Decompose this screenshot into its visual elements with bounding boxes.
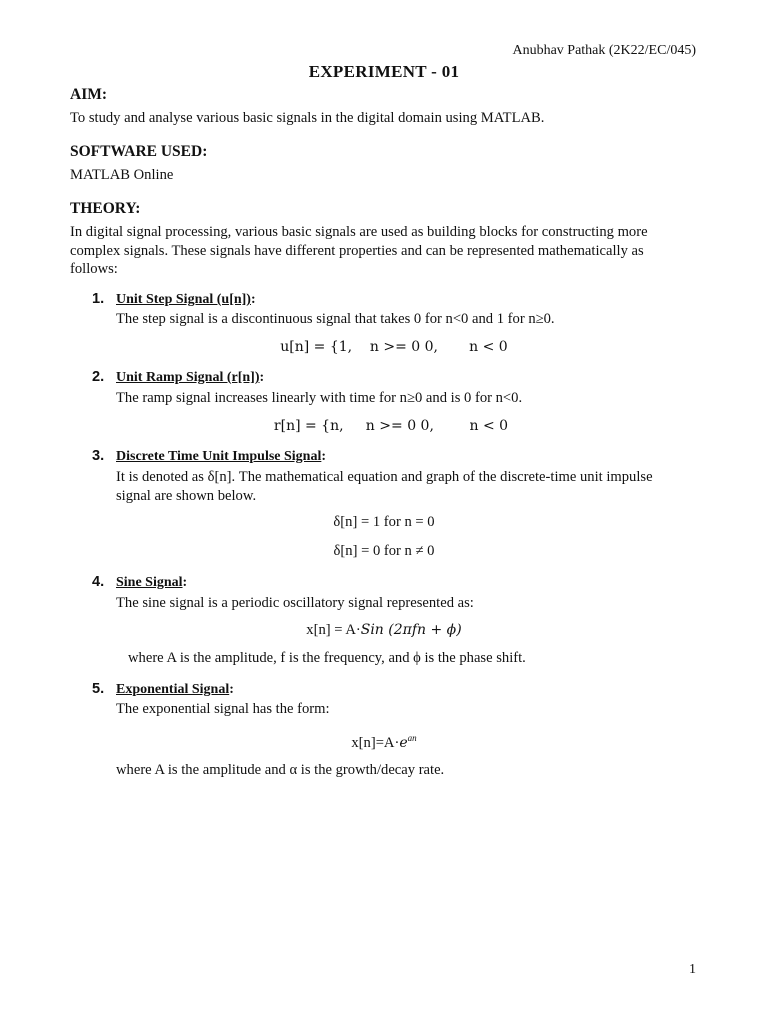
equation-prefix: x[n] = A· — [306, 622, 361, 638]
item-number: 2. — [92, 369, 105, 385]
item-note: where A is the amplitude and α is the growth/decay rate. — [116, 762, 445, 778]
item-description: The step signal is a discontinuous signal that takes 0 for n<0 and 1 for n≥0. — [116, 311, 555, 327]
equation-math: Sin (2πfn + ϕ) — [360, 622, 462, 638]
item-number: 1. — [92, 291, 105, 307]
item-title — [116, 575, 187, 591]
author-line: Anubhav Pathak (2K22/EC/045) — [512, 43, 696, 58]
item-title-text: Discrete Time Unit Impulse Signal — [116, 449, 322, 464]
item-note: where A is the amplitude, f is the frequency, and ϕ is the phase shift. — [128, 650, 526, 666]
item-title-suffix: : — [250, 292, 256, 307]
equation-text: r[n] = {n, n >= 0 0, n < 0 — [273, 418, 509, 434]
equation — [0, 339, 768, 356]
equation — [0, 622, 768, 639]
equation — [0, 733, 768, 752]
equation-text: u[n] = {1, n >= 0 0, n < 0 — [280, 339, 508, 355]
software-text: MATLAB Online — [70, 167, 174, 183]
aim-heading: AIM: — [70, 86, 108, 103]
item-title-suffix: : — [182, 575, 188, 590]
theory-intro-line: follows: — [70, 261, 118, 277]
item-description: The ramp signal increases linearly with time for n≥0 and is 0 for n<0. — [116, 390, 523, 406]
software-heading: SOFTWARE USED: — [70, 143, 208, 160]
item-title — [116, 449, 326, 465]
item-description — [116, 468, 716, 505]
equation — [0, 418, 768, 435]
theory-intro-line: complex signals. These signals have different properties and can be represented mathematically as — [70, 242, 644, 259]
item-number: 4. — [92, 574, 105, 590]
item-number: 3. — [92, 448, 105, 464]
theory-intro — [70, 223, 710, 279]
item-description-line: It is denoted as δ[n]. The mathematical equation and graph of the discrete-time unit impulse — [116, 469, 653, 485]
equation: δ[n] = 1 for n = 0 — [333, 514, 435, 530]
item-description-line: signal are shown below. — [116, 487, 257, 504]
item-title-text: Exponential Signal — [116, 682, 230, 697]
equation-base: e — [399, 734, 408, 751]
equation-prefix: x[n]=A· — [351, 734, 400, 751]
item-title — [116, 370, 264, 386]
item-title — [116, 682, 234, 698]
item-title-suffix: : — [259, 370, 265, 385]
item-description: The sine signal is a periodic oscillatory signal represented as: — [116, 595, 474, 611]
item-title-suffix: : — [321, 449, 327, 464]
item-title-suffix: : — [229, 682, 234, 697]
item-title-text: Unit Step Signal (u[n]) — [116, 292, 251, 307]
aim-text: To study and analyse various basic signals in the digital domain using MATLAB. — [70, 110, 545, 126]
experiment-title: EXPERIMENT - 01 — [308, 62, 460, 81]
equation: δ[n] = 0 for n ≠ 0 — [333, 543, 435, 559]
item-title — [116, 292, 256, 308]
item-number: 5. — [92, 681, 105, 697]
page-number: 1 — [689, 962, 696, 977]
item-title-text: Sine Signal — [116, 575, 183, 590]
item-title-text: Unit Ramp Signal (r[n]) — [116, 370, 260, 385]
equation-exponent: an — [407, 733, 417, 743]
theory-intro-line: In digital signal processing, various basic signals are used as building blocks for constructing more — [70, 224, 648, 240]
theory-heading: THEORY: — [70, 200, 141, 217]
item-description: The exponential signal has the form: — [116, 701, 330, 717]
